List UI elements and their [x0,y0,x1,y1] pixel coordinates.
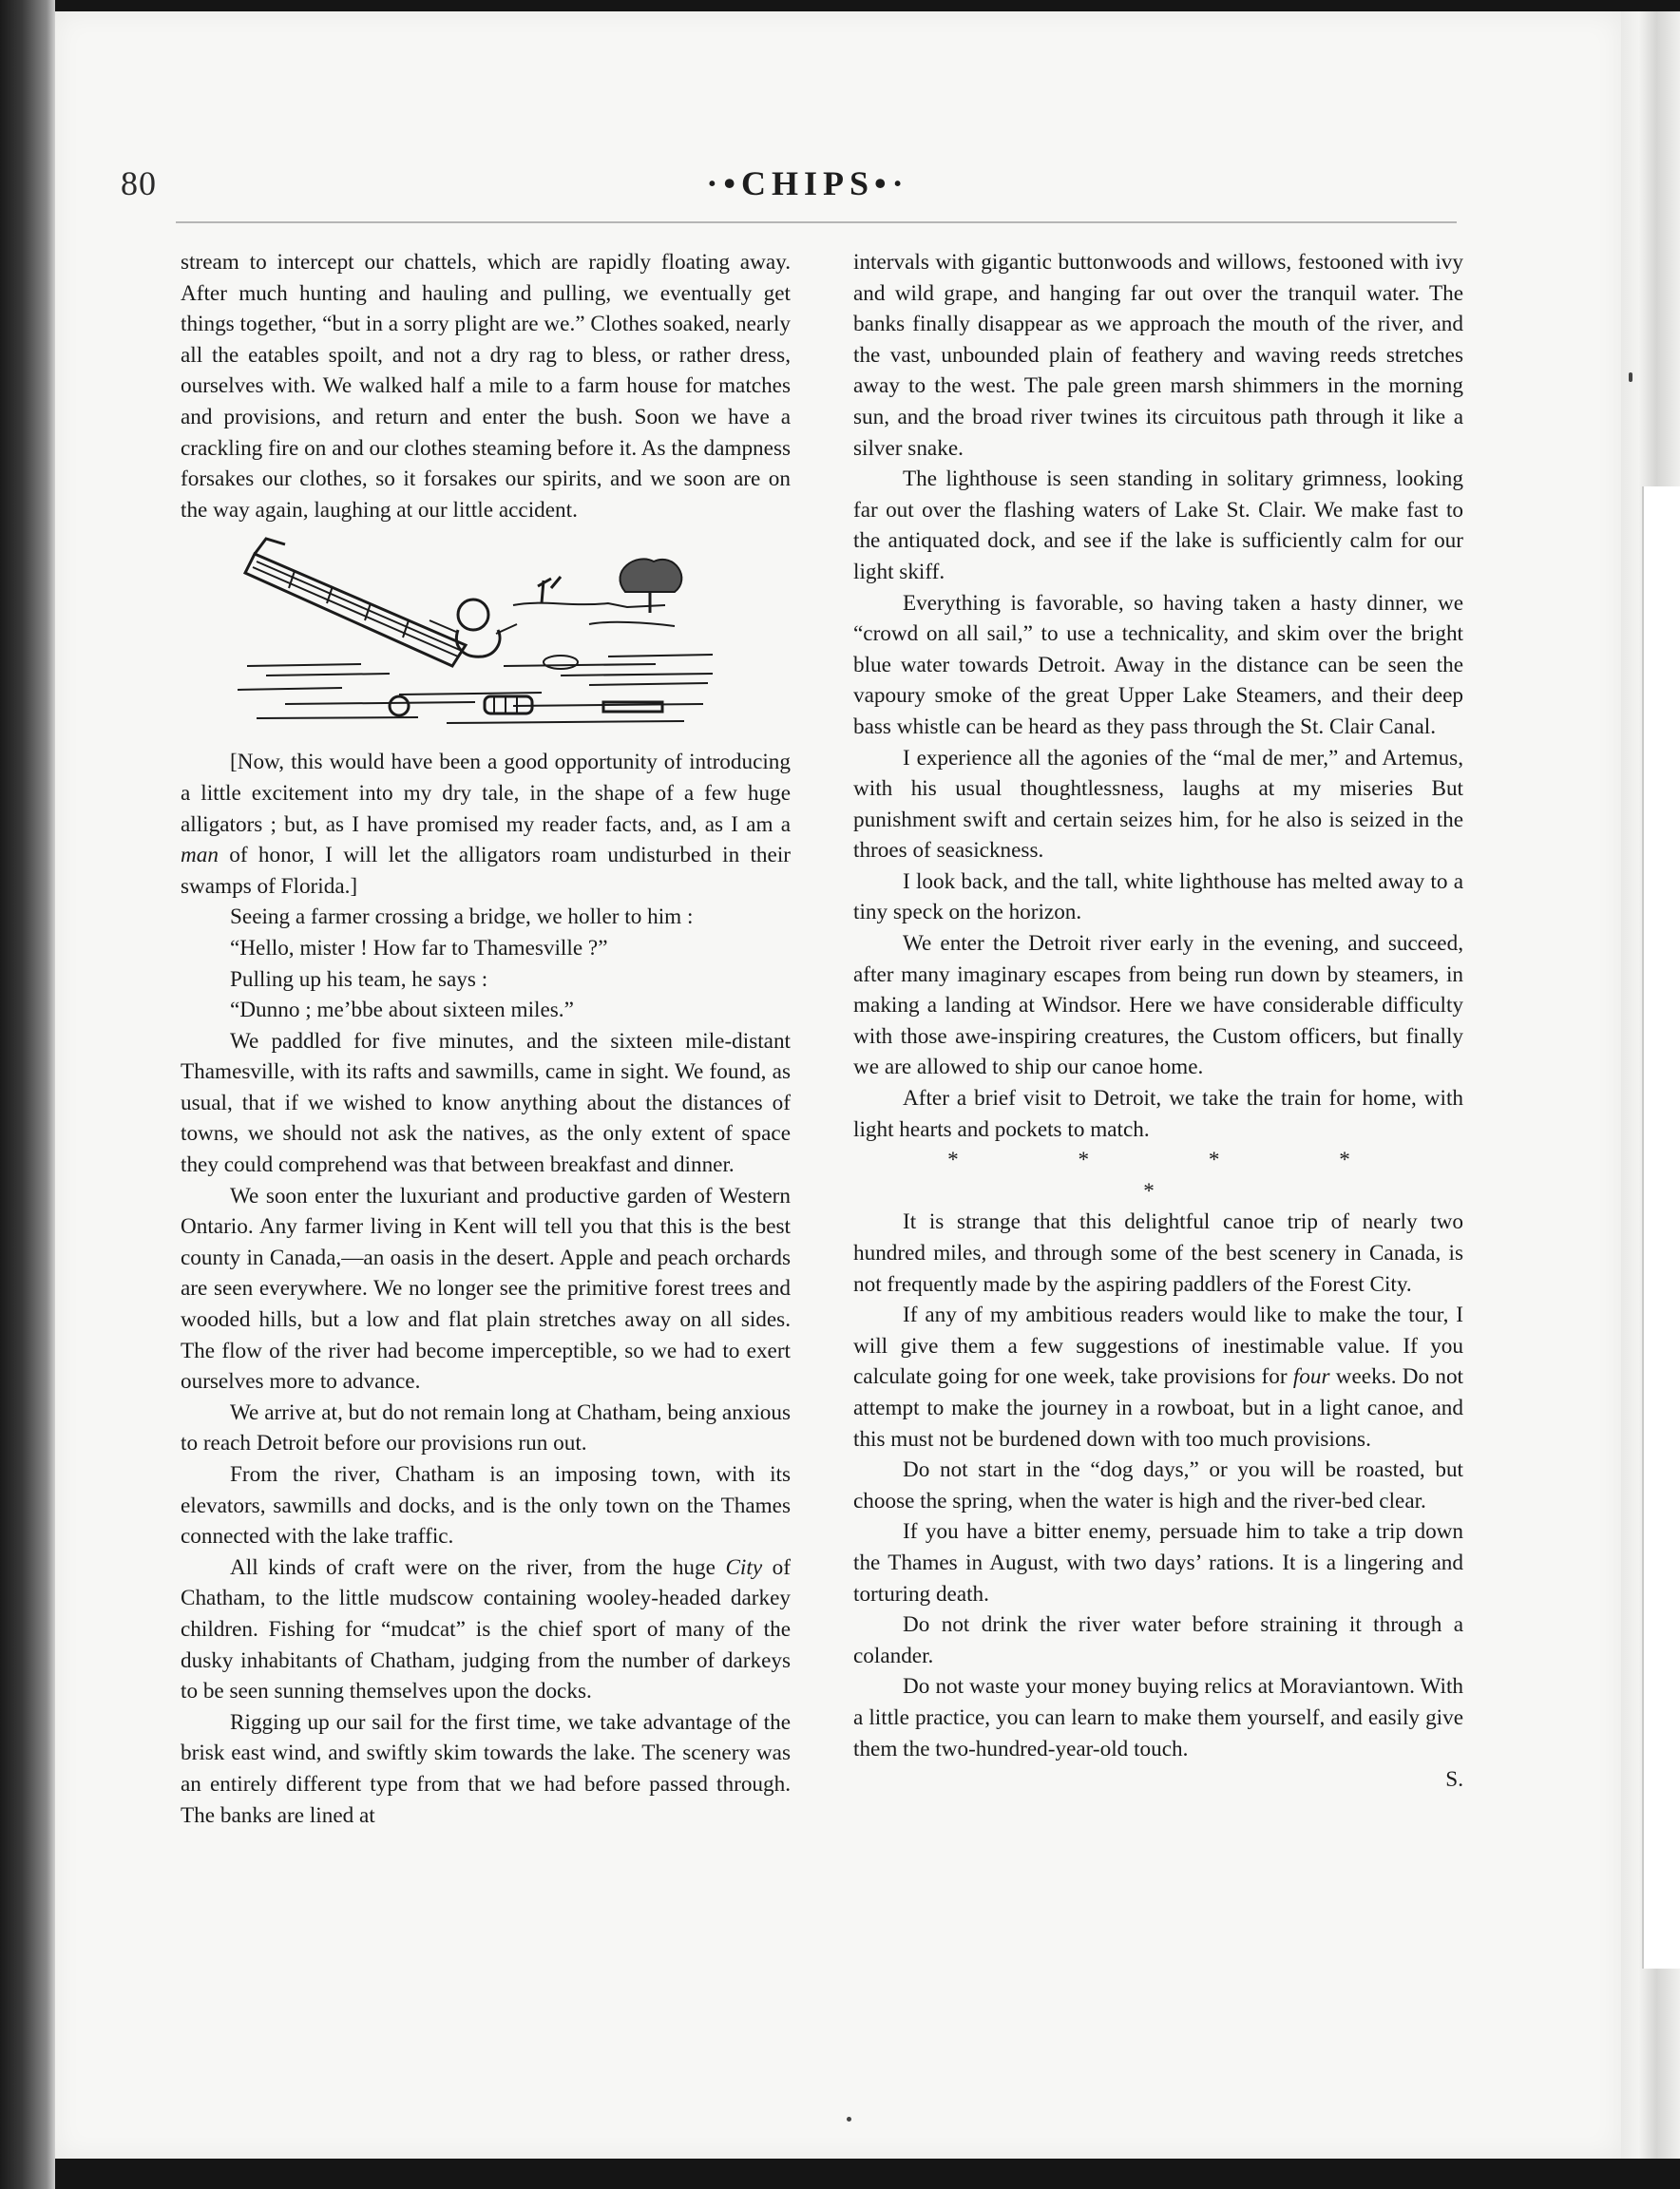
right-column [853,247,1463,1796]
paragraph: I look back, and the tall, white lighthouse has melted away to a tiny speck on the horizon. [853,868,1463,925]
paragraph: We paddled for five minutes, and the sixteen mile-distant Thamesville, with its rafts and sawmills, came in sight. We found, as usual, that if we wished to know anything about the distances of towns, we should not ask the natives, as the only extent of space they could comprehend was that between breakfast and dinner. [181,1028,791,1178]
paragraph: If any of my ambitious readers would like to make the tour, I will give them a few suggestions of inestimable value. If you calculate going for one week, take provisions for four weeks. Do not attempt to make the journey in a rowboat, but in a light canoe, and this must not be burdened down with too much provisions. [853,1303,1463,1452]
binding-edge [0,0,55,2189]
paragraph: After a brief visit to Detroit, we take the train for home, with light hearts and pockets to match. [853,1086,1463,1142]
paragraph: intervals with gigantic buttonwoods and willows, festooned with ivy and wild grape, and hanging far out over the tranquil water. The banks finally disappear as we approach the mouth of the river, and the vast, unbounded plain of feathery and waving reeds stretches away to the west. The pale green marsh shimmers in the morning sun, and the broad river twines its circuitous path through it like a silver snake. [853,250,1463,461]
paragraph: The lighthouse is seen standing in solitary grimness, looking far out over the flashing waters of Lake St. Clair. We make fast to the antiquated dock, and see if the lake is sufficiently calm for our light skiff. [853,466,1463,584]
paragraph: “Hello, mister ! How far to Thamesville ?” [230,935,608,961]
paragraph: All kinds of craft were on the river, from the huge City of Chatham, to the little mudscow containing wooley-headed darkey children. Fishing for “mudcat” is the chief sport of many of the dusky inhabitants of Chatham, judging from the number of darkeys to be seen sunning themselves upon the docks. [181,1554,791,1704]
left-column [181,247,791,1831]
page-number: 80 [121,164,157,202]
paragraph: We soon enter the luxuriant and productive garden of Western Ontario. Any farmer living in Kent will tell you that this is the best county in Canada,—an oasis in the desert. Apple and peach orchards are seen everywhere. We no longer see the primitive forest trees and wooded hills, but a low and flat plain stretches away on all sides. The flow of the river had become imperceptible, so we had to exert ourselves more to advance. [181,1183,791,1395]
scan-speck [1629,372,1632,382]
paragraph: Do not drink the river water before straining it through a colander. [853,1612,1463,1668]
capsized-canoe-illustration [228,533,722,737]
paragraph: Pulling up his team, he says : [230,966,488,992]
paragraph: “Dunno ; me’bbe about sixteen miles.” [230,998,574,1023]
paragraph: Everything is favorable, so having taken a hasty dinner, we “crowd on all sail,” to use a technicality, and skim over the bright blue water towards Detroit. Away in the distance can be seen the vapoury smoke of the great Upper Lake Steamers, and their deep bass whistle can be heard as they pass through the St. Clair Canal. [853,590,1463,739]
paragraph: [Now, this would have been a good opportunity of introducing a little excitement into my dry tale, in the shape of a few huge alligators ; but, as I have promised my reader facts, and, as I am a man of honor, I will let the alligators roam undisturbed in their swamps of Florida.] [181,750,791,899]
paragraph: stream to intercept our chattels, which are rapidly floating away. After much hunting and hauling and pulling, we eventually get things together, “but in a sorry plight are we.” Clothes soaked, nearly all the eatables spoilt, and not a dry rag to bless, or rather dress, ourselves with. We walked half a mile to a farm house for matches and provisions, and return and enter the bush. Soon we have a crackling fire on and our clothes steaming before it. As the dampness forsakes our clothes, so it forsakes our spirits, and we soon are on the way again, laughing at our little accident. [181,250,791,523]
paragraph: Rigging up our sail for the first time, we take advantage of the brisk east wind, and swiftly skim towards the lake. The scenery was an entirely different type from that we had before passed through. The banks are lined at [181,1709,791,1828]
paragraph: Seeing a farmer crossing a bridge, we holler to him : [230,904,694,930]
running-head: ·•CHIPS•· [706,164,909,202]
paragraph: I experience all the agonies of the “mal de mer,” and Artemus, with his usual thoughtlessness, laughs at my miseries But punishment swift and certain seizes him, for he also is seized in the throes of seasickness. [853,745,1463,864]
header-rule [176,221,1457,223]
adjacent-page-edge [1642,486,1680,1969]
section-break-stars: * * * * * [947,1148,1407,1204]
scan-speck [847,2117,851,2122]
paragraph: If you have a bitter enemy, persuade him to take a trip down the Thames in August, with two days’ rations. It is a lingering and torturing death. [853,1519,1463,1607]
paragraph: It is strange that this delightful canoe trip of nearly two hundred miles, and through some of the best scenery in Canada, is not frequently made by the aspiring paddlers of the Forest City. [853,1209,1463,1297]
page-edge-strip [1621,11,1680,2159]
paragraph: Do not waste your money buying relics at Moraviantown. With a little practice, you can learn to make them yourself, and easily give them the two-hundred-year-old touch. [853,1674,1463,1761]
paragraph: We enter the Detroit river early in the evening, and succeed, after many imaginary escapes from being run down by steamers, in making a landing at Windsor. Here we have considerable difficulty with those awe-inspiring creatures, the Custom officers, but finally we are allowed to ship our canoe home. [853,931,1463,1080]
paragraph: Do not start in the “dog days,” or you will be roasted, but choose the spring, when the water is high and the river-bed clear. [853,1457,1463,1513]
paragraph: From the river, Chatham is an imposing town, with its elevators, sawmills and docks, and is the only town on the Thames connected with the lake traffic. [181,1462,791,1550]
author-signature: S. [1445,1767,1463,1793]
paragraph: We arrive at, but do not remain long at Chatham, being anxious to reach Detroit before our provisions run out. [181,1399,791,1456]
